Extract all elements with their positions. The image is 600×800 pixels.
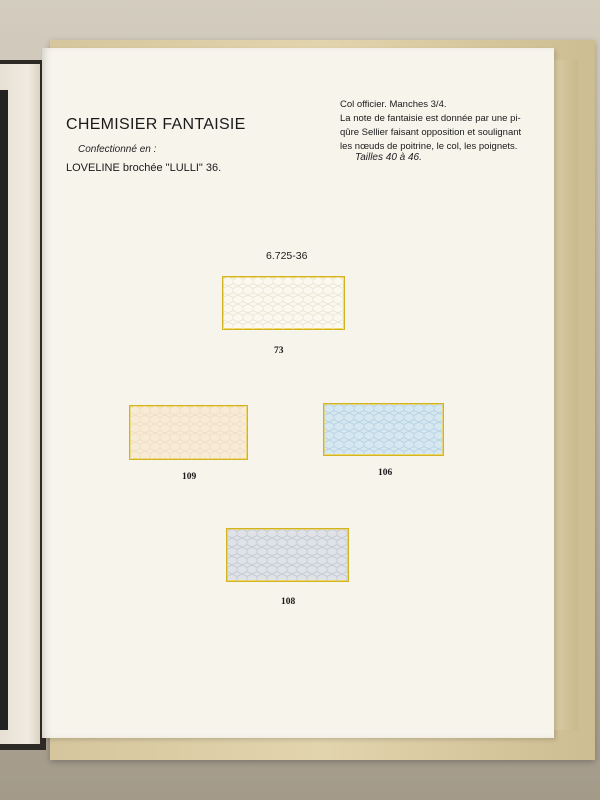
fabric-swatch-73 [222, 276, 345, 330]
fabric-swatch-106 [323, 403, 444, 456]
swatch-number: 109 [182, 472, 197, 482]
description-line: La note de fantaisie est donnée par une pi- [340, 113, 521, 124]
left-photo-edge [0, 90, 8, 730]
swatch-number: 108 [281, 597, 296, 607]
fabric-swatch-108 [226, 528, 349, 582]
catalog-page [42, 48, 554, 738]
fabric-name: LOVELINE brochée "LULLI" 36. [66, 162, 222, 174]
reference-number: 6.725-36 [266, 250, 308, 262]
sizes-text: Tailles 40 à 46. [355, 152, 422, 163]
description [340, 98, 540, 154]
fabric-label: Confectionné en : [78, 144, 157, 155]
swatch-number: 73 [274, 346, 284, 356]
swatch-number: 106 [378, 468, 393, 478]
page-title: CHEMISIER FANTAISIE [66, 116, 246, 133]
fabric-swatch-109 [129, 405, 248, 460]
description-line: les nœuds de poitrine, le col, les poignets. [340, 141, 518, 152]
description-line: qûre Sellier faisant opposition et soulignant [340, 127, 522, 138]
description-line: Col officier. Manches 3/4. [340, 99, 447, 110]
